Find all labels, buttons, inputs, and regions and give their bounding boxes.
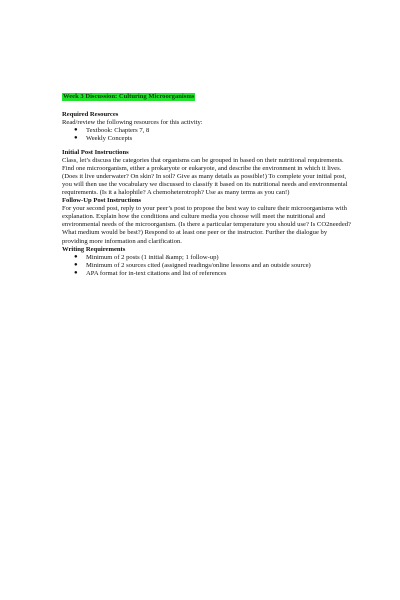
list-item-text: Minimum of 2 posts (1 initial &amp; 1 follow-up) (86, 253, 219, 261)
initial-post-paragraph-2: Find one microorganism, either a prokaryote or eukaryote, and describe the environment in which it lives. (Does it live underwater? On skin? In soil? Give as many details as possible!) To complete your initial post, you will then use the vocabulary we discussed to classify it based on its nutritional needs and environmental requirements. (Is it a halophile? A chemoheterotroph? Use as many terms as you can!) (62, 165, 348, 197)
spacer (62, 101, 352, 111)
bullet-icon: ● (74, 261, 78, 268)
list-item (74, 253, 352, 262)
list-item (74, 127, 352, 135)
document-page (62, 93, 352, 278)
list-item (74, 269, 352, 278)
document-title: Week 3 Discussion: Culturing Microorganisms (63, 93, 195, 100)
bullet-icon: ● (74, 127, 78, 134)
bullet-icon: ● (74, 135, 78, 142)
bullet-icon: ● (74, 253, 78, 260)
initial-post-paragraph-1: Class, let’s discuss the categories that organisms can be grouped in based on their nutritional requirements. (62, 157, 344, 165)
list-item-text: Minimum of 2 sources cited (assigned readings/online lessons and an outside source) (86, 261, 311, 269)
list-item-text: Weekly Concepts (86, 135, 133, 143)
list-item (74, 261, 352, 270)
follow-up-heading: Follow-Up Post Instructions (62, 197, 142, 205)
required-resources-heading: Required Resources (62, 111, 119, 119)
list-item-text: APA format for in-text citations and list of references (86, 269, 227, 277)
required-resources-list (62, 127, 352, 143)
initial-post-heading: Initial Post Instructions (62, 149, 129, 157)
bullet-icon: ● (74, 269, 78, 276)
follow-up-paragraph: For your second post, reply to your peer’s post to propose the best way to culture their microorganisms with explanation. Explain how the conditions and culture media you choose will meet the nutritional and environmental needs of the microorganism. (Is there a particular temperature you should use? Is CO2needed? What medium would be best?) Respond to at least one peer or the instructor. Further the dialogue by providing more information and clarification. (62, 205, 351, 245)
writing-requirements-list (62, 254, 352, 278)
required-resources-intro: Read/review the following resources for this activity: (62, 119, 203, 127)
writing-requirements-heading: Writing Requirements (62, 245, 126, 253)
list-item (74, 135, 352, 143)
list-item-text: Textbook: Chapters 7, 8 (86, 127, 150, 135)
